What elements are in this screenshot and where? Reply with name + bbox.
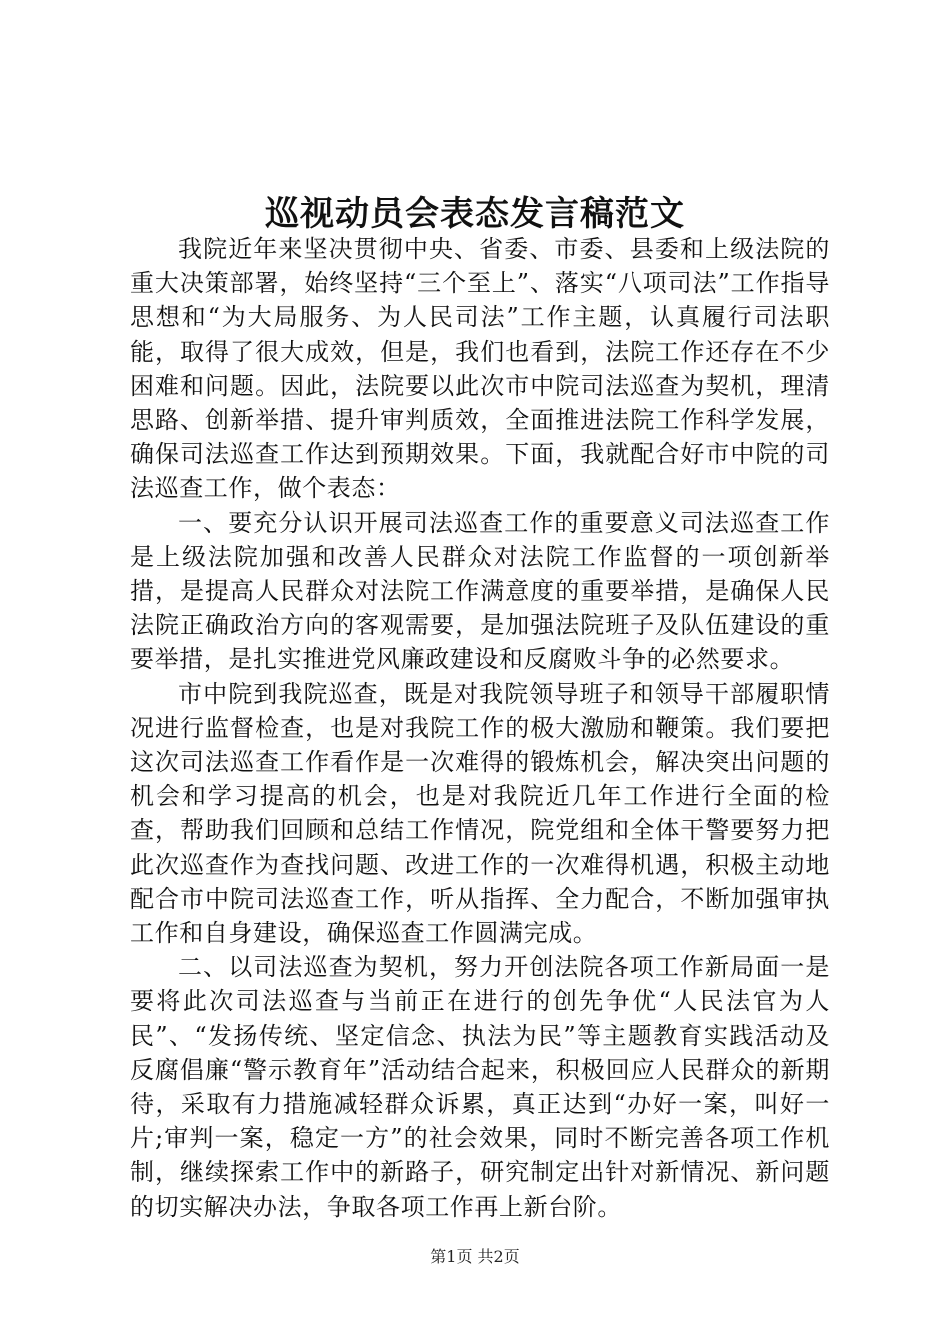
paragraph-inspection: 市中院到我院巡查，既是对我院领导班子和领导干部履职情况进行监督检查，也是对我院工作的极大激励和鞭策。我们要把这次司法巡查工作看作是一次难得的锻炼机会，解决突出问题的机会和学习提高的机会，也是对我院近几年工作进行全面的检查，帮助我们回顾和总结工作情况，院党组和全体干警要努力把此次巡查作为查找问题、改进工作的一次难得机遇，积极主动地配合市中院司法巡查工作，听从指挥、全力配合，不断加强审执工作和自身建设，确保巡查工作圆满完成。	[130, 679, 830, 948]
page-number-footer: 第1页 共2页	[430, 1247, 520, 1266]
paragraph-section-two: 二、以司法巡查为契机，努力开创法院各项工作新局面一是要将此次司法巡查与当前正在进行的创先争优“人民法官为人民”、“发扬传统、坚定信念、执法为民”等主题教育实践活动及反腐倡廉“警示教育年”活动结合起来，积极回应人民群众的新期待，采取有力措施减轻群众诉累，真正达到“办好一案，叫好一片;审判一案，稳定一方”的社会效果，同时不断完善各项工作机制，继续探索工作中的新路子，研究制定出针对新情况、新问题的切实解决办法，争取各项工作再上新台阶。	[130, 953, 830, 1221]
paragraph-intro: 我院近年来坚决贯彻中央、省委、市委、县委和上级法院的重大决策部署，始终坚持“三个至上”、落实“八项司法”工作指导思想和“为大局服务、为人民司法”工作主题，认真履行司法职能，取得了很大成效，但是，我们也看到，法院工作还存在不少困难和问题。因此，法院要以此次市中院司法巡查为契机，理清思路、创新举措、提升审判质效，全面推进法院工作科学发展，确保司法巡查工作达到预期效果。下面，我就配合好市中院的司法巡查工作，做个表态：	[130, 235, 830, 503]
paragraph-section-one: 一、要充分认识开展司法巡查工作的重要意义司法巡查工作是上级法院加强和改善人民群众对法院工作监督的一项创新举措，是提高人民群众对法院工作满意度的重要举措，是确保人民法院正确政治方向的客观需要，是加强法院班子及队伍建设的重要举措，是扎实推进党风廉政建设和反腐败斗争的必然要求。	[130, 508, 830, 674]
document-title: 巡视动员会表态发言稿范文	[265, 194, 685, 234]
document-body	[130, 232, 830, 1224]
